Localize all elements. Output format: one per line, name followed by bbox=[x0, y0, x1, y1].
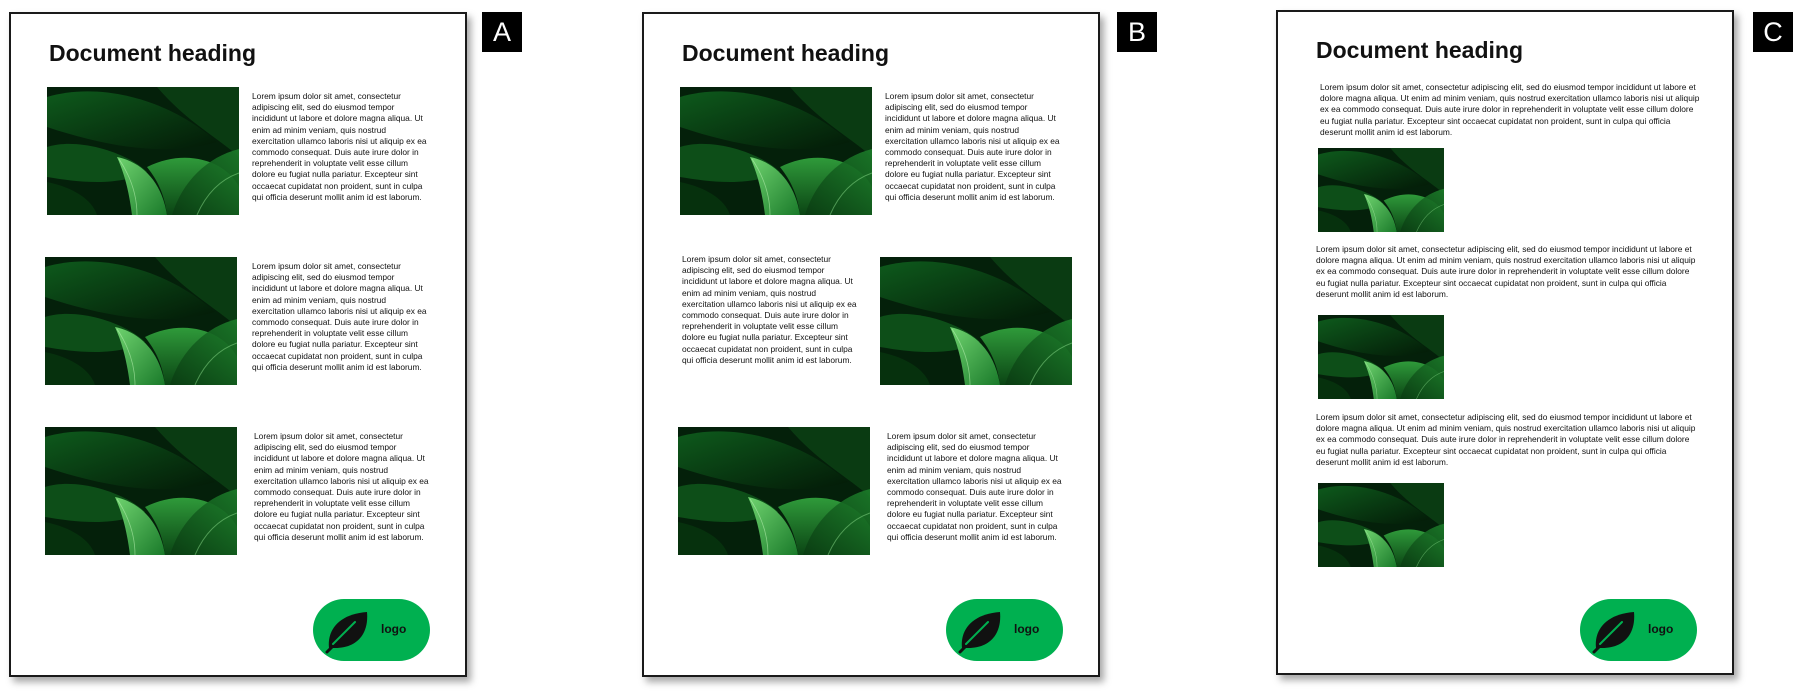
leaf-icon bbox=[958, 608, 1004, 654]
body-paragraph: Lorem ipsum dolor sit amet, consectetur adipiscing elit, sed do eiusmod tempor incididunt ut labore et dolore magna aliqua. Ut enim ad minim veniam, quis nostrud exercitation ullamco laboris nisi ut aliquip ex ea commodo consequat. Duis aute irure dolor in reprehenderit in voluptate velit esse cillum dolore eu fugiat nulla pariatur. Excepteur sint occaecat cupidatat non proident, sunt in culpa qui officia deserunt mollit anim id est laborum. bbox=[252, 91, 427, 202]
leaf-photo bbox=[880, 257, 1072, 385]
body-paragraph: Lorem ipsum dolor sit amet, consectetur adipiscing elit, sed do eiusmod tempor incididunt ut labore et dolore magna aliqua. Ut enim ad minim veniam, quis nostrud exercitation ullamco laboris nisi ut aliquip ex ea commodo consequat. Duis aute irure dolor in reprehenderit in voluptate velit esse cillum dolore eu fugiat nulla pariatur. Excepteur sint occaecat cupidatat non proident, sunt in culpa qui officia deserunt mollit anim id est laborum. bbox=[252, 261, 427, 372]
document-heading: Document heading bbox=[1316, 37, 1524, 63]
body-paragraph: Lorem ipsum dolor sit amet, consectetur adipiscing elit, sed do eiusmod tempor incididunt ut labore et dolore magna aliqua. Ut enim ad minim veniam, quis nostrud exercitation ullamco laboris nisi ut aliquip ex ea commodo consequat. Duis aute irure dolor in reprehenderit in voluptate velit esse cillum dolore eu fugiat nulla pariatur. Excepteur sint occaecat cupidatat non proident, sunt in culpa qui officia deserunt mollit anim id est laborum. bbox=[887, 431, 1062, 542]
body-paragraph: Lorem ipsum dolor sit amet, consectetur adipiscing elit, sed do eiusmod tempor incididunt ut labore et dolore magna aliqua. Ut enim ad minim veniam, quis nostrud exercitation ullamco laboris nisi ut aliquip ex ea commodo consequat. Duis aute irure dolor in reprehenderit in voluptate velit esse cillum dolore eu fugiat nulla pariatur. Excepteur sint occaecat cupidatat non proident, sunt in culpa qui officia deserunt mollit anim id est laborum. bbox=[1316, 412, 1696, 467]
leaf-photo bbox=[680, 87, 872, 215]
leaf-photo bbox=[45, 257, 237, 385]
leaf-photo bbox=[1318, 148, 1444, 232]
body-paragraph: Lorem ipsum dolor sit amet, consectetur adipiscing elit, sed do eiusmod tempor incididunt ut labore et dolore magna aliqua. Ut enim ad minim veniam, quis nostrud exercitation ullamco laboris nisi ut aliquip ex ea commodo consequat. Duis aute irure dolor in reprehenderit in voluptate velit esse cillum dolore eu fugiat nulla pariatur. Excepteur sint occaecat cupidatat non proident, sunt in culpa qui officia deserunt mollit anim id est laborum. bbox=[1320, 82, 1700, 137]
leaf-photo bbox=[47, 87, 239, 215]
logo-text: logo bbox=[1648, 622, 1674, 636]
document-page-b bbox=[642, 12, 1100, 677]
logo-text: logo bbox=[381, 622, 407, 636]
leaf-photo bbox=[45, 427, 237, 555]
body-paragraph: Lorem ipsum dolor sit amet, consectetur adipiscing elit, sed do eiusmod tempor incididunt ut labore et dolore magna aliqua. Ut enim ad minim veniam, quis nostrud exercitation ullamco laboris nisi ut aliquip ex ea commodo consequat. Duis aute irure dolor in reprehenderit in voluptate velit esse cillum dolore eu fugiat nulla pariatur. Excepteur sint occaecat cupidatat non proident, sunt in culpa qui officia deserunt mollit anim id est laborum. bbox=[885, 91, 1060, 202]
leaf-icon bbox=[1592, 608, 1638, 654]
leaf-photo bbox=[1318, 483, 1444, 567]
company-logo bbox=[313, 599, 430, 661]
leaf-icon bbox=[325, 608, 371, 654]
panel-label-c: C bbox=[1753, 12, 1793, 52]
logo-text: logo bbox=[1014, 622, 1040, 636]
leaf-photo bbox=[678, 427, 870, 555]
company-logo bbox=[1580, 599, 1697, 661]
panel-label-b: B bbox=[1117, 12, 1157, 52]
body-paragraph: Lorem ipsum dolor sit amet, consectetur adipiscing elit, sed do eiusmod tempor incididunt ut labore et dolore magna aliqua. Ut enim ad minim veniam, quis nostrud exercitation ullamco laboris nisi ut aliquip ex ea commodo consequat. Duis aute irure dolor in reprehenderit in voluptate velit esse cillum dolore eu fugiat nulla pariatur. Excepteur sint occaecat cupidatat non proident, sunt in culpa qui officia deserunt mollit anim id est laborum. bbox=[682, 254, 857, 365]
document-heading: Document heading bbox=[682, 40, 890, 66]
panel-label-a: A bbox=[482, 12, 522, 52]
document-page-a bbox=[9, 12, 467, 677]
body-paragraph: Lorem ipsum dolor sit amet, consectetur adipiscing elit, sed do eiusmod tempor incididunt ut labore et dolore magna aliqua. Ut enim ad minim veniam, quis nostrud exercitation ullamco laboris nisi ut aliquip ex ea commodo consequat. Duis aute irure dolor in reprehenderit in voluptate velit esse cillum dolore eu fugiat nulla pariatur. Excepteur sint occaecat cupidatat non proident, sunt in culpa qui officia deserunt mollit anim id est laborum. bbox=[1316, 244, 1696, 299]
document-heading: Document heading bbox=[49, 40, 257, 66]
leaf-photo bbox=[1318, 315, 1444, 399]
document-page-c bbox=[1276, 10, 1734, 675]
body-paragraph: Lorem ipsum dolor sit amet, consectetur adipiscing elit, sed do eiusmod tempor incididunt ut labore et dolore magna aliqua. Ut enim ad minim veniam, quis nostrud exercitation ullamco laboris nisi ut aliquip ex ea commodo consequat. Duis aute irure dolor in reprehenderit in voluptate velit esse cillum dolore eu fugiat nulla pariatur. Excepteur sint occaecat cupidatat non proident, sunt in culpa qui officia deserunt mollit anim id est laborum. bbox=[254, 431, 429, 542]
company-logo bbox=[946, 599, 1063, 661]
